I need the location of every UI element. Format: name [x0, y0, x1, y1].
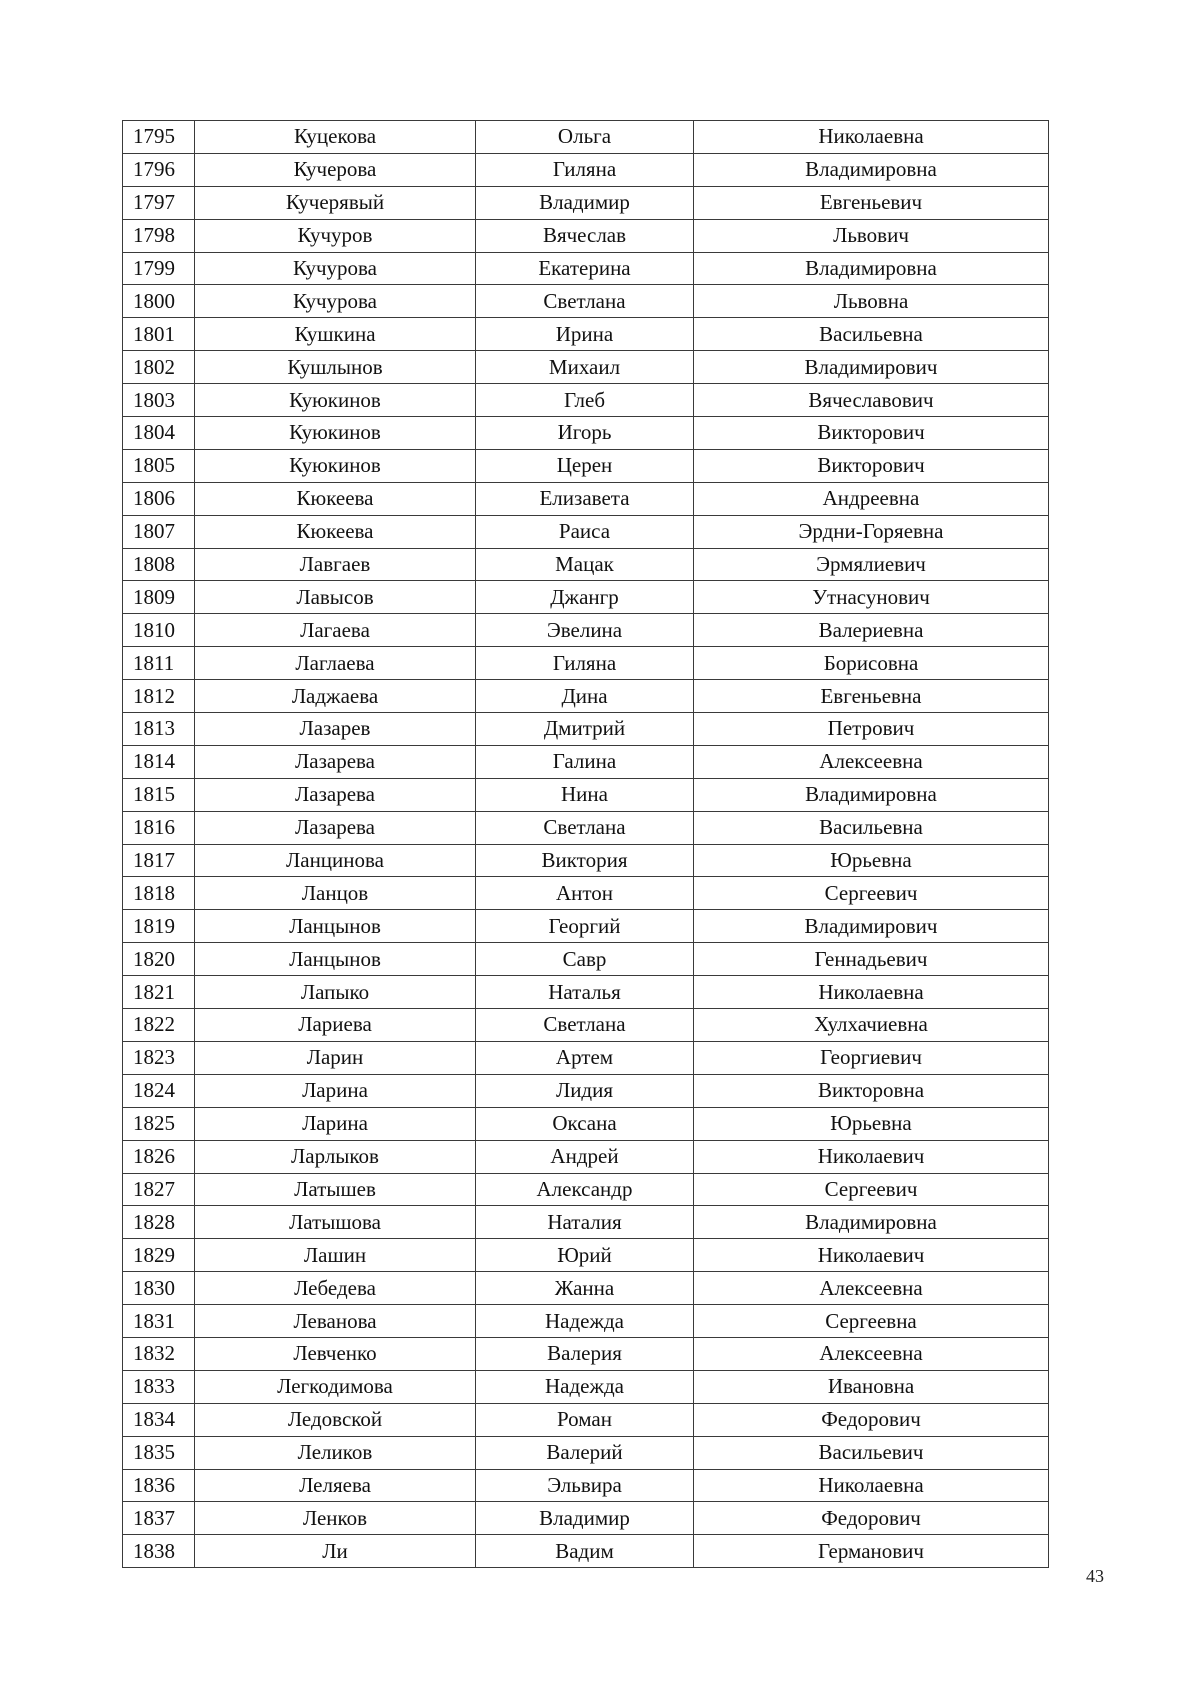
row-number-cell: 1800 — [123, 285, 195, 318]
last-name-cell: Леванова — [195, 1305, 476, 1338]
last-name-cell: Левченко — [195, 1337, 476, 1370]
patronymic-cell: Борисовна — [694, 647, 1049, 680]
patronymic-cell: Евгеньевна — [694, 680, 1049, 713]
patronymic-cell: Евгеньевич — [694, 186, 1049, 219]
first-name-cell: Джангр — [476, 581, 694, 614]
first-name-cell: Эльвира — [476, 1469, 694, 1502]
row-number-cell: 1825 — [123, 1107, 195, 1140]
row-number-cell: 1795 — [123, 121, 195, 154]
last-name-cell: Лагаева — [195, 614, 476, 647]
patronymic-cell: Георгиевич — [694, 1041, 1049, 1074]
row-number-cell: 1811 — [123, 647, 195, 680]
table-row — [123, 1370, 1049, 1403]
patronymic-cell: Николаевич — [694, 1140, 1049, 1173]
last-name-cell: Куюкинов — [195, 417, 476, 450]
table-row — [123, 581, 1049, 614]
row-number-cell: 1815 — [123, 778, 195, 811]
table-row — [123, 647, 1049, 680]
first-name-cell: Савр — [476, 943, 694, 976]
table-row — [123, 976, 1049, 1009]
row-number-cell: 1816 — [123, 811, 195, 844]
last-name-cell: Ледовской — [195, 1403, 476, 1436]
patronymic-cell: Юрьевна — [694, 1107, 1049, 1140]
table-row — [123, 811, 1049, 844]
patronymic-cell: Львович — [694, 219, 1049, 252]
table-row — [123, 745, 1049, 778]
patronymic-cell: Утнасунович — [694, 581, 1049, 614]
patronymic-cell: Германович — [694, 1535, 1049, 1568]
last-name-cell: Леляева — [195, 1469, 476, 1502]
first-name-cell: Надежда — [476, 1370, 694, 1403]
row-number-cell: 1826 — [123, 1140, 195, 1173]
row-number-cell: 1836 — [123, 1469, 195, 1502]
last-name-cell: Ладжаева — [195, 680, 476, 713]
last-name-cell: Кучурова — [195, 285, 476, 318]
row-number-cell: 1821 — [123, 976, 195, 1009]
row-number-cell: 1809 — [123, 581, 195, 614]
row-number-cell: 1829 — [123, 1239, 195, 1272]
patronymic-cell: Хулхачиевна — [694, 1009, 1049, 1042]
first-name-cell: Светлана — [476, 811, 694, 844]
first-name-cell: Вадим — [476, 1535, 694, 1568]
first-name-cell: Эвелина — [476, 614, 694, 647]
last-name-cell: Лапыко — [195, 976, 476, 1009]
patronymic-cell: Вячеславович — [694, 384, 1049, 417]
table-row — [123, 1206, 1049, 1239]
first-name-cell: Роман — [476, 1403, 694, 1436]
patronymic-cell: Сергеевна — [694, 1305, 1049, 1338]
row-number-cell: 1801 — [123, 318, 195, 351]
last-name-cell: Кюкеева — [195, 482, 476, 515]
row-number-cell: 1834 — [123, 1403, 195, 1436]
row-number-cell: 1813 — [123, 713, 195, 746]
row-number-cell: 1833 — [123, 1370, 195, 1403]
row-number-cell: 1808 — [123, 548, 195, 581]
patronymic-cell: Васильевна — [694, 318, 1049, 351]
last-name-cell: Лазарева — [195, 778, 476, 811]
table-row — [123, 318, 1049, 351]
patronymic-cell: Николаевна — [694, 1469, 1049, 1502]
first-name-cell: Церен — [476, 449, 694, 482]
row-number-cell: 1806 — [123, 482, 195, 515]
last-name-cell: Леликов — [195, 1436, 476, 1469]
table-row — [123, 1074, 1049, 1107]
patronymic-cell: Алексеевна — [694, 1272, 1049, 1305]
patronymic-cell: Валериевна — [694, 614, 1049, 647]
first-name-cell: Екатерина — [476, 252, 694, 285]
patronymic-cell: Васильевна — [694, 811, 1049, 844]
last-name-cell: Куюкинов — [195, 449, 476, 482]
patronymic-cell: Николаевна — [694, 976, 1049, 1009]
last-name-cell: Ларлыков — [195, 1140, 476, 1173]
first-name-cell: Антон — [476, 877, 694, 910]
first-name-cell: Виктория — [476, 844, 694, 877]
last-name-cell: Лариева — [195, 1009, 476, 1042]
table-row — [123, 417, 1049, 450]
patronymic-cell: Сергеевич — [694, 877, 1049, 910]
table-row — [123, 384, 1049, 417]
table-row — [123, 285, 1049, 318]
last-name-cell: Ланцынов — [195, 943, 476, 976]
patronymic-cell: Владимирович — [694, 910, 1049, 943]
patronymic-cell: Владимирович — [694, 351, 1049, 384]
table-row — [123, 121, 1049, 154]
last-name-cell: Кучурова — [195, 252, 476, 285]
patronymic-cell: Владимировна — [694, 153, 1049, 186]
table-row — [123, 1107, 1049, 1140]
first-name-cell: Александр — [476, 1173, 694, 1206]
last-name-cell: Лазарева — [195, 811, 476, 844]
first-name-cell: Наталья — [476, 976, 694, 1009]
patronymic-cell: Федорович — [694, 1502, 1049, 1535]
last-name-cell: Ли — [195, 1535, 476, 1568]
row-number-cell: 1831 — [123, 1305, 195, 1338]
first-name-cell: Владимир — [476, 186, 694, 219]
table-row — [123, 351, 1049, 384]
last-name-cell: Ланцынов — [195, 910, 476, 943]
last-name-cell: Лавысов — [195, 581, 476, 614]
row-number-cell: 1812 — [123, 680, 195, 713]
row-number-cell: 1837 — [123, 1502, 195, 1535]
table-row — [123, 614, 1049, 647]
patronymic-cell: Алексеевна — [694, 745, 1049, 778]
row-number-cell: 1803 — [123, 384, 195, 417]
table-row — [123, 713, 1049, 746]
table-row — [123, 515, 1049, 548]
patronymic-cell: Геннадьевич — [694, 943, 1049, 976]
row-number-cell: 1819 — [123, 910, 195, 943]
patronymic-cell: Владимировна — [694, 778, 1049, 811]
names-table-body — [123, 121, 1049, 1568]
row-number-cell: 1822 — [123, 1009, 195, 1042]
table-row — [123, 219, 1049, 252]
first-name-cell: Глеб — [476, 384, 694, 417]
row-number-cell: 1804 — [123, 417, 195, 450]
last-name-cell: Куцекова — [195, 121, 476, 154]
last-name-cell: Ланцинова — [195, 844, 476, 877]
first-name-cell: Гиляна — [476, 647, 694, 680]
table-row — [123, 1305, 1049, 1338]
patronymic-cell: Петрович — [694, 713, 1049, 746]
patronymic-cell: Сергеевич — [694, 1173, 1049, 1206]
row-number-cell: 1817 — [123, 844, 195, 877]
row-number-cell: 1830 — [123, 1272, 195, 1305]
patronymic-cell: Алексеевна — [694, 1337, 1049, 1370]
row-number-cell: 1807 — [123, 515, 195, 548]
first-name-cell: Галина — [476, 745, 694, 778]
row-number-cell: 1838 — [123, 1535, 195, 1568]
first-name-cell: Оксана — [476, 1107, 694, 1140]
last-name-cell: Ларина — [195, 1074, 476, 1107]
row-number-cell: 1828 — [123, 1206, 195, 1239]
last-name-cell: Кучуров — [195, 219, 476, 252]
first-name-cell: Ирина — [476, 318, 694, 351]
table-row — [123, 1469, 1049, 1502]
row-number-cell: 1799 — [123, 252, 195, 285]
row-number-cell: 1802 — [123, 351, 195, 384]
patronymic-cell: Викторович — [694, 417, 1049, 450]
last-name-cell: Кушкина — [195, 318, 476, 351]
table-row — [123, 252, 1049, 285]
patronymic-cell: Николаевна — [694, 121, 1049, 154]
table-row — [123, 482, 1049, 515]
row-number-cell: 1832 — [123, 1337, 195, 1370]
last-name-cell: Кучерявый — [195, 186, 476, 219]
table-row — [123, 153, 1049, 186]
last-name-cell: Легкодимова — [195, 1370, 476, 1403]
last-name-cell: Ларина — [195, 1107, 476, 1140]
last-name-cell: Ларин — [195, 1041, 476, 1074]
table-row — [123, 778, 1049, 811]
last-name-cell: Лазарев — [195, 713, 476, 746]
last-name-cell: Куюкинов — [195, 384, 476, 417]
last-name-cell: Латышова — [195, 1206, 476, 1239]
patronymic-cell: Васильевич — [694, 1436, 1049, 1469]
last-name-cell: Кушлынов — [195, 351, 476, 384]
row-number-cell: 1796 — [123, 153, 195, 186]
table-row — [123, 1535, 1049, 1568]
first-name-cell: Андрей — [476, 1140, 694, 1173]
patronymic-cell: Викторовна — [694, 1074, 1049, 1107]
first-name-cell: Вячеслав — [476, 219, 694, 252]
names-table — [122, 120, 1049, 1568]
table-row — [123, 548, 1049, 581]
table-row — [123, 1041, 1049, 1074]
table-row — [123, 1502, 1049, 1535]
first-name-cell: Мацак — [476, 548, 694, 581]
patronymic-cell: Эрмялиевич — [694, 548, 1049, 581]
last-name-cell: Ленков — [195, 1502, 476, 1535]
last-name-cell: Лашин — [195, 1239, 476, 1272]
first-name-cell: Владимир — [476, 1502, 694, 1535]
table-row — [123, 844, 1049, 877]
first-name-cell: Раиса — [476, 515, 694, 548]
table-row — [123, 1239, 1049, 1272]
row-number-cell: 1805 — [123, 449, 195, 482]
first-name-cell: Лидия — [476, 1074, 694, 1107]
first-name-cell: Дмитрий — [476, 713, 694, 746]
table-row — [123, 1173, 1049, 1206]
first-name-cell: Наталия — [476, 1206, 694, 1239]
table-row — [123, 1403, 1049, 1436]
first-name-cell: Георгий — [476, 910, 694, 943]
table-row — [123, 1009, 1049, 1042]
patronymic-cell: Федорович — [694, 1403, 1049, 1436]
row-number-cell: 1818 — [123, 877, 195, 910]
row-number-cell: 1835 — [123, 1436, 195, 1469]
table-row — [123, 680, 1049, 713]
first-name-cell: Ольга — [476, 121, 694, 154]
first-name-cell: Светлана — [476, 285, 694, 318]
last-name-cell: Кюкеева — [195, 515, 476, 548]
first-name-cell: Елизавета — [476, 482, 694, 515]
patronymic-cell: Львовна — [694, 285, 1049, 318]
table-row — [123, 186, 1049, 219]
page-number: 43 — [1086, 1566, 1104, 1586]
first-name-cell: Юрий — [476, 1239, 694, 1272]
row-number-cell: 1823 — [123, 1041, 195, 1074]
first-name-cell: Жанна — [476, 1272, 694, 1305]
first-name-cell: Михаил — [476, 351, 694, 384]
first-name-cell: Светлана — [476, 1009, 694, 1042]
first-name-cell: Гиляна — [476, 153, 694, 186]
patronymic-cell: Николаевич — [694, 1239, 1049, 1272]
row-number-cell: 1814 — [123, 745, 195, 778]
table-row — [123, 1436, 1049, 1469]
table-row — [123, 943, 1049, 976]
patronymic-cell: Владимировна — [694, 1206, 1049, 1239]
table-row — [123, 1140, 1049, 1173]
last-name-cell: Лазарева — [195, 745, 476, 778]
patronymic-cell: Юрьевна — [694, 844, 1049, 877]
patronymic-cell: Ивановна — [694, 1370, 1049, 1403]
patronymic-cell: Викторович — [694, 449, 1049, 482]
last-name-cell: Лавгаев — [195, 548, 476, 581]
patronymic-cell: Эрдни-Горяевна — [694, 515, 1049, 548]
first-name-cell: Валерий — [476, 1436, 694, 1469]
table-row — [123, 1337, 1049, 1370]
last-name-cell: Ланцов — [195, 877, 476, 910]
table-row — [123, 1272, 1049, 1305]
last-name-cell: Кучерова — [195, 153, 476, 186]
first-name-cell: Нина — [476, 778, 694, 811]
first-name-cell: Игорь — [476, 417, 694, 450]
first-name-cell: Валерия — [476, 1337, 694, 1370]
row-number-cell: 1797 — [123, 186, 195, 219]
row-number-cell: 1827 — [123, 1173, 195, 1206]
row-number-cell: 1810 — [123, 614, 195, 647]
first-name-cell: Дина — [476, 680, 694, 713]
last-name-cell: Лаглаева — [195, 647, 476, 680]
row-number-cell: 1820 — [123, 943, 195, 976]
patronymic-cell: Владимировна — [694, 252, 1049, 285]
table-row — [123, 449, 1049, 482]
row-number-cell: 1798 — [123, 219, 195, 252]
patronymic-cell: Андреевна — [694, 482, 1049, 515]
first-name-cell: Артем — [476, 1041, 694, 1074]
last-name-cell: Лебедева — [195, 1272, 476, 1305]
table-row — [123, 877, 1049, 910]
table-row — [123, 910, 1049, 943]
row-number-cell: 1824 — [123, 1074, 195, 1107]
first-name-cell: Надежда — [476, 1305, 694, 1338]
last-name-cell: Латышев — [195, 1173, 476, 1206]
